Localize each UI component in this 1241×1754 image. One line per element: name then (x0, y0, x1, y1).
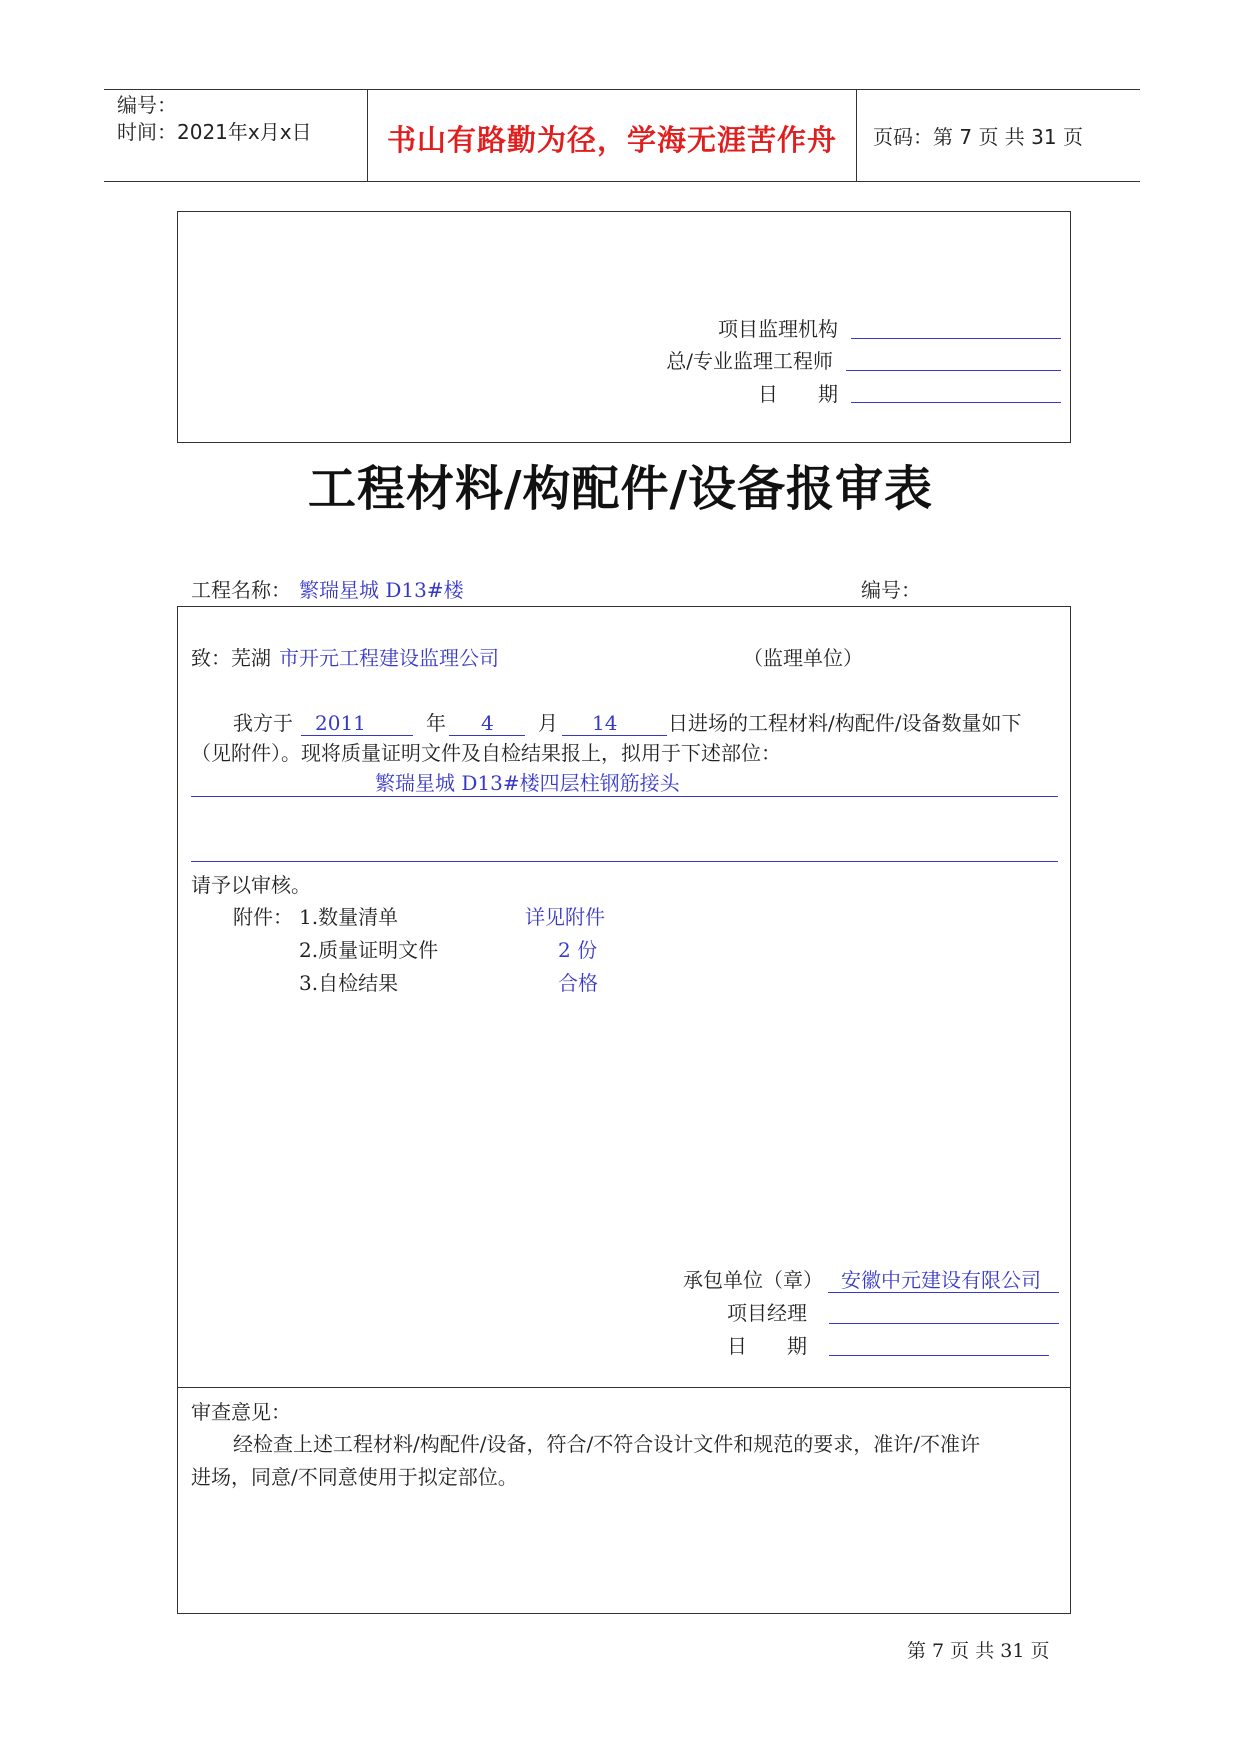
attachment-value-1: 详见附件 (525, 905, 605, 929)
project-number-label: 编号： (861, 578, 921, 602)
intro-suffix: 日进场的工程材料/构配件/设备数量如下 (668, 711, 1022, 735)
supervision-org-line[interactable] (851, 338, 1061, 339)
intro-line-2: （见附件）。现将质量证明文件及自检结果报上，拟用于下述部位： (191, 741, 781, 765)
attachment-item-1: 1.数量清单 (299, 905, 399, 929)
review-divider (178, 1387, 1070, 1388)
form-box (177, 606, 1071, 1614)
location-value: 繁瑞星城 D13#楼四层柱钢筋接头 (375, 771, 680, 795)
month-field[interactable]: 4 (449, 713, 525, 736)
supervision-engineer-line[interactable] (846, 370, 1061, 371)
project-name-label: 工程名称： (191, 578, 291, 602)
supervision-engineer-label: 总/专业监理工程师 (666, 349, 833, 373)
manager-label: 项目经理 (727, 1301, 807, 1325)
supervision-org-label: 项目监理机构 (718, 317, 838, 341)
request-text: 请予以审核。 (191, 873, 311, 897)
year-field[interactable]: 2011 (301, 713, 413, 736)
location-line-1[interactable] (191, 796, 1058, 797)
footer-page-info: 第 7 页 共 31 页 (907, 1640, 1050, 1662)
contractor-date-label: 日 期 (727, 1334, 807, 1358)
header-top-rule (104, 89, 1140, 90)
intro-prefix: 我方于 (233, 711, 293, 735)
supervision-date-line[interactable] (851, 402, 1061, 403)
location-line-2[interactable] (191, 861, 1058, 862)
project-name-value: 繁瑞星城 D13#楼 (299, 578, 464, 602)
contractor-value[interactable]: 安徽中元建设有限公司 (828, 1270, 1059, 1293)
attachment-value-2: 2 份 (558, 938, 598, 962)
review-line-1: 经检查上述工程材料/构配件/设备，符合/不符合设计文件和规范的要求，准许/不准许 (233, 1432, 980, 1456)
month-label: 月 (538, 711, 558, 735)
addressee-suffix: （监理单位） (743, 646, 863, 670)
addressee-value: 市开元工程建设监理公司 (279, 646, 499, 670)
attachment-item-2: 2.质量证明文件 (299, 938, 439, 962)
manager-line[interactable] (829, 1323, 1059, 1324)
header-bottom-rule (104, 181, 1140, 182)
supervision-sign-box (177, 211, 1071, 443)
header-time: 时间：2021年x月x日 (117, 120, 312, 144)
page-title: 工程材料/构配件/设备报审表 (307, 461, 934, 517)
header-motto: 书山有路勤为径，学海无涯苦作舟 (386, 123, 837, 157)
header-page-info: 页码：第 7 页 共 31 页 (873, 125, 1083, 149)
attachment-item-3: 3.自检结果 (299, 971, 399, 995)
addressee-label: 致：芜湖 (191, 646, 271, 670)
review-label: 审查意见： (191, 1400, 291, 1424)
day-field[interactable]: 14 (562, 713, 667, 736)
header-number-label: 编号： (117, 93, 177, 117)
year-label: 年 (426, 711, 446, 735)
supervision-date-label: 日 期 (758, 382, 838, 406)
attachment-value-3: 合格 (558, 971, 598, 995)
review-line-2: 进场，同意/不同意使用于拟定部位。 (191, 1465, 518, 1489)
contractor-date-line[interactable] (829, 1355, 1049, 1356)
header-divider-left (367, 89, 368, 181)
contractor-label: 承包单位（章） (683, 1268, 823, 1292)
attachment-label: 附件： (233, 905, 293, 929)
header-divider-right (856, 89, 857, 181)
